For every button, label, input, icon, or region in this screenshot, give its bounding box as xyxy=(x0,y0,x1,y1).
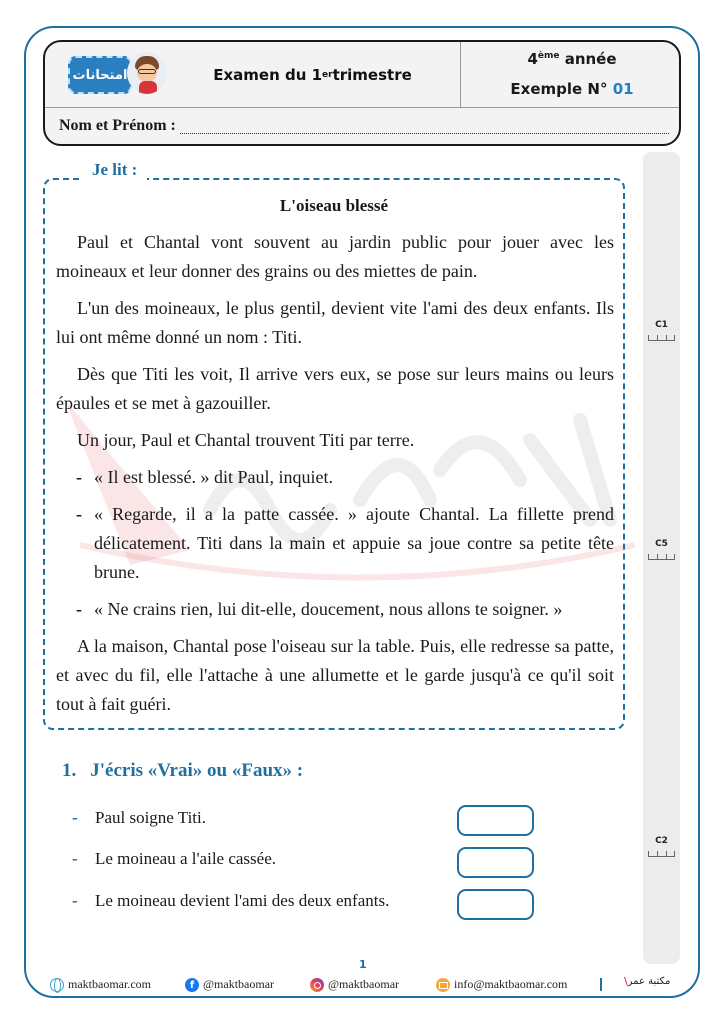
facebook-icon: f xyxy=(185,978,199,992)
paragraph: A la maison, Chantal pose l'oiseau sur la table. Puis, elle redresse sa patte, et avec du fil, elle l'attache à une allumette et le garde jusqu'à ce qu'il soit tout à fait guéri. xyxy=(56,636,614,714)
score-boxes[interactable] xyxy=(643,851,680,857)
logo-text: امتحانات xyxy=(72,67,128,83)
footer-website[interactable]: maktbaomar.com xyxy=(50,977,151,992)
true-false-item: - Le moineau devient l'ami des deux enfants. xyxy=(72,891,390,910)
globe-icon xyxy=(50,978,64,992)
reading-section-label: Je lit : xyxy=(82,160,147,180)
dash-bullet: - xyxy=(72,849,78,868)
dash-bullet: - xyxy=(76,467,82,487)
dash-bullet: - xyxy=(72,891,78,910)
exam-header xyxy=(43,40,681,146)
footer-separator xyxy=(600,978,602,991)
paragraph: L'un des moineaux, le plus gentil, devient vite l'ami des deux enfants. Ils lui ont même donné un nom : Titi. xyxy=(56,298,614,347)
criterion-c5: C5 xyxy=(643,539,680,560)
true-false-item: - Le moineau a l'aile cassée. xyxy=(72,849,276,868)
dialog-line: - « Ne crains rien, lui dit-elle, doucement, nous allons te soigner. » xyxy=(56,595,614,624)
footer-email[interactable]: info@maktbaomar.com xyxy=(436,977,567,992)
page-number: 1 xyxy=(359,958,367,971)
footer-instagram[interactable]: @maktbaomar xyxy=(310,977,399,992)
question-1-title: 1. J'écris «Vrai» ou «Faux» : xyxy=(62,760,304,781)
criterion-c1: C1 xyxy=(643,320,680,341)
footer-facebook[interactable]: f @maktbaomar xyxy=(185,977,274,992)
answer-box[interactable] xyxy=(457,847,534,878)
dialog-line: - « Il est blessé. » dit Paul, inquiet. xyxy=(56,463,614,492)
teacher-avatar-icon xyxy=(127,52,167,94)
criterion-c2: C2 xyxy=(643,836,680,857)
dialog-line: - « Regarde, il a la patte cassée. » ajoute Chantal. La fillette prend délicatement. Titi dans la main et appuie sa joue contre sa petite tête brune. xyxy=(56,500,614,587)
name-label: Nom et Prénom : xyxy=(59,117,176,134)
paragraph: Dès que Titi les voit, Il arrive vers eux, se pose sur leurs mains ou leurs épaules et se met à gazouiller. xyxy=(56,364,614,413)
example-number: Exemple N° 01 xyxy=(510,80,634,98)
grade-level: 4ème année xyxy=(527,50,617,68)
paragraph: Paul et Chantal vont souvent au jardin public pour jouer avec les moineaux et leur donner des grains ou des miettes de pain. xyxy=(56,232,614,281)
paragraph: Un jour, Paul et Chantal trouvent Titi par terre. xyxy=(77,430,415,450)
name-field-row xyxy=(59,114,669,138)
story-text xyxy=(56,228,614,727)
answer-box[interactable] xyxy=(457,889,534,920)
answer-box[interactable] xyxy=(457,805,534,836)
dash-bullet: - xyxy=(72,808,78,827)
score-boxes[interactable] xyxy=(643,335,680,341)
dash-bullet: - xyxy=(76,504,82,524)
instagram-icon xyxy=(310,978,324,992)
footer-brand-logo: \مكتبة عمر xyxy=(624,976,671,987)
email-icon xyxy=(436,978,450,992)
exam-title: Examen du 1 er trimestre xyxy=(213,66,412,84)
dash-bullet: - xyxy=(76,599,82,619)
name-input-line[interactable] xyxy=(180,126,669,134)
score-boxes[interactable] xyxy=(643,554,680,560)
true-false-item: - Paul soigne Titi. xyxy=(72,808,207,827)
story-title: L'oiseau blessé xyxy=(279,196,389,215)
exams-logo-badge xyxy=(68,56,132,94)
grading-sidebar xyxy=(643,152,680,964)
